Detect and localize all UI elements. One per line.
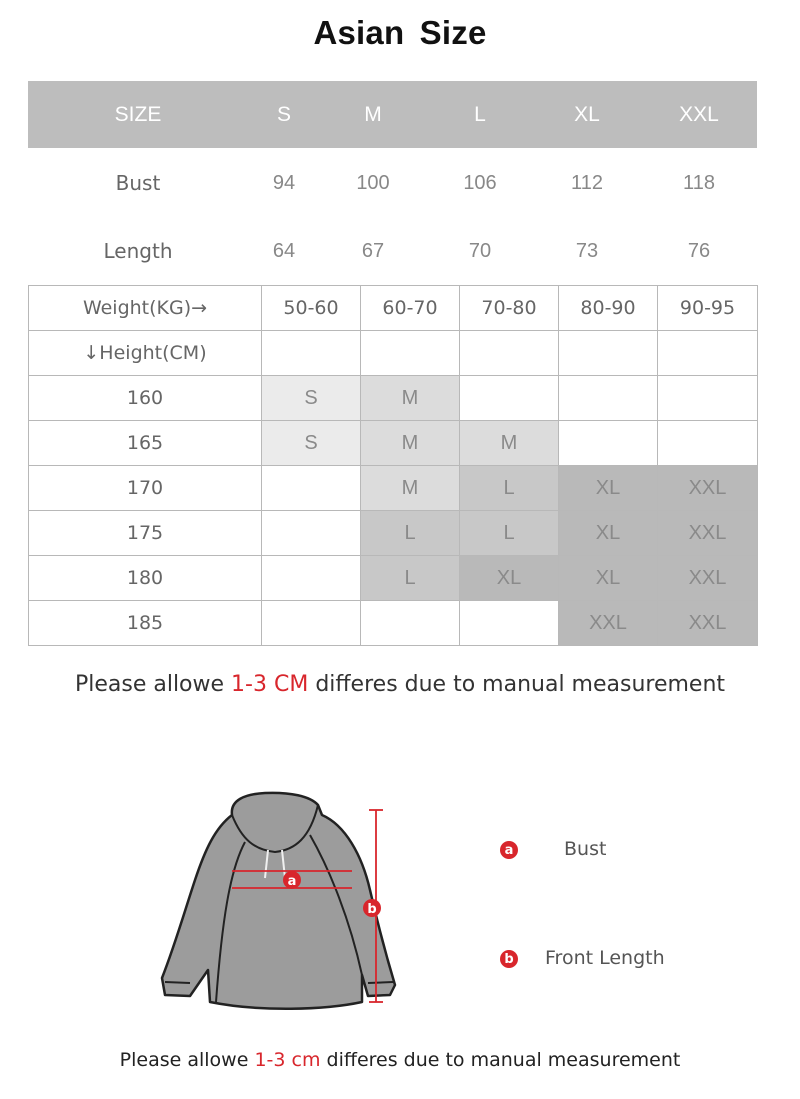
empty-cell [262,331,361,376]
table-row [29,601,758,646]
marker-b-label: b [367,902,377,917]
note-text: differes due to manual measurement [308,672,726,697]
table-row [29,466,758,511]
size-cell: XXL [658,511,758,556]
hoodie-illustration [162,793,395,1009]
cell-value: 118 [683,171,715,194]
measurement-note-top [0,672,800,697]
size-cell [262,511,361,556]
size-cell [658,421,758,466]
size-cell: M [361,376,460,421]
table-row [29,376,758,421]
size-cell: XL [559,511,658,556]
size-cell [361,601,460,646]
height-value: 165 [29,421,262,466]
cell-value: 100 [356,171,390,194]
size-cell: L [361,511,460,556]
cell-value: 76 [687,239,711,262]
header-s: S [276,102,292,126]
empty-cell [460,331,559,376]
size-cell [460,376,559,421]
note-text: Please allowe [119,1049,255,1071]
weight-range: 50-60 [262,286,361,331]
legend-front-length: Front Length [545,947,665,969]
size-cell: L [460,511,559,556]
weight-header-row [29,286,758,331]
weight-range: 70-80 [460,286,559,331]
height-header: ↓Height(CM) [29,331,262,376]
size-cell [460,601,559,646]
size-cell: S [262,421,361,466]
size-cell: S [262,376,361,421]
size-cell [262,466,361,511]
weight-range: 60-70 [361,286,460,331]
note-text: Please allowe [74,672,232,697]
legend-marker-b: b [500,950,518,968]
cell-value: 64 [272,239,296,262]
measurement-note-bottom [0,1049,800,1071]
note-text: differes due to manual measurement [320,1049,681,1071]
cell-value: 112 [571,171,603,194]
header-m: M [364,102,382,126]
size-cell: XXL [658,601,758,646]
weight-header: Weight(KG)→ [29,286,262,331]
height-value: 185 [29,601,262,646]
size-cell: XL [559,466,658,511]
header-size: SIZE [114,102,162,126]
size-chart-header [28,81,757,148]
size-cell [658,376,758,421]
header-xxl: XXL [679,102,719,126]
cell-value: 70 [468,239,492,262]
size-cell: M [361,421,460,466]
legend-bust: Bust [564,838,607,860]
weight-range: 90-95 [658,286,758,331]
size-recommendation-table [28,285,758,646]
row-label: Length [103,239,173,263]
table-row [29,556,758,601]
size-cell: L [361,556,460,601]
size-cell [262,601,361,646]
cell-value: 94 [272,171,296,194]
size-cell: M [361,466,460,511]
page-title: Asian Size [313,14,487,51]
size-cell [559,376,658,421]
weight-range: 80-90 [559,286,658,331]
empty-cell [361,331,460,376]
height-value: 180 [29,556,262,601]
note-highlight: 1-3 CM [231,672,309,697]
height-value: 175 [29,511,262,556]
size-cell: XXL [658,556,758,601]
size-cell: XL [559,556,658,601]
height-value: 160 [29,376,262,421]
cell-value: 67 [361,239,385,262]
note-highlight: 1-3 cm [254,1049,321,1071]
size-cell: M [460,421,559,466]
cell-value: 73 [575,239,599,262]
size-cell: XXL [559,601,658,646]
hoodie-measurement-diagram [150,770,400,1020]
table-row [29,421,758,466]
size-row-length [28,217,757,285]
size-cell: XXL [658,466,758,511]
header-l: L [474,102,486,126]
table-row [29,511,758,556]
cell-value: 106 [463,171,497,194]
empty-cell [559,331,658,376]
marker-a-label: a [287,874,297,889]
size-cell [262,556,361,601]
size-cell: L [460,466,559,511]
header-xl: XL [574,102,600,126]
empty-cell [658,331,758,376]
height-value: 170 [29,466,262,511]
height-header-row [29,331,758,376]
size-row-bust [28,149,757,217]
row-label: Bust [115,171,161,195]
legend-marker-a: a [500,841,518,859]
size-cell [559,421,658,466]
size-cell: XL [460,556,559,601]
